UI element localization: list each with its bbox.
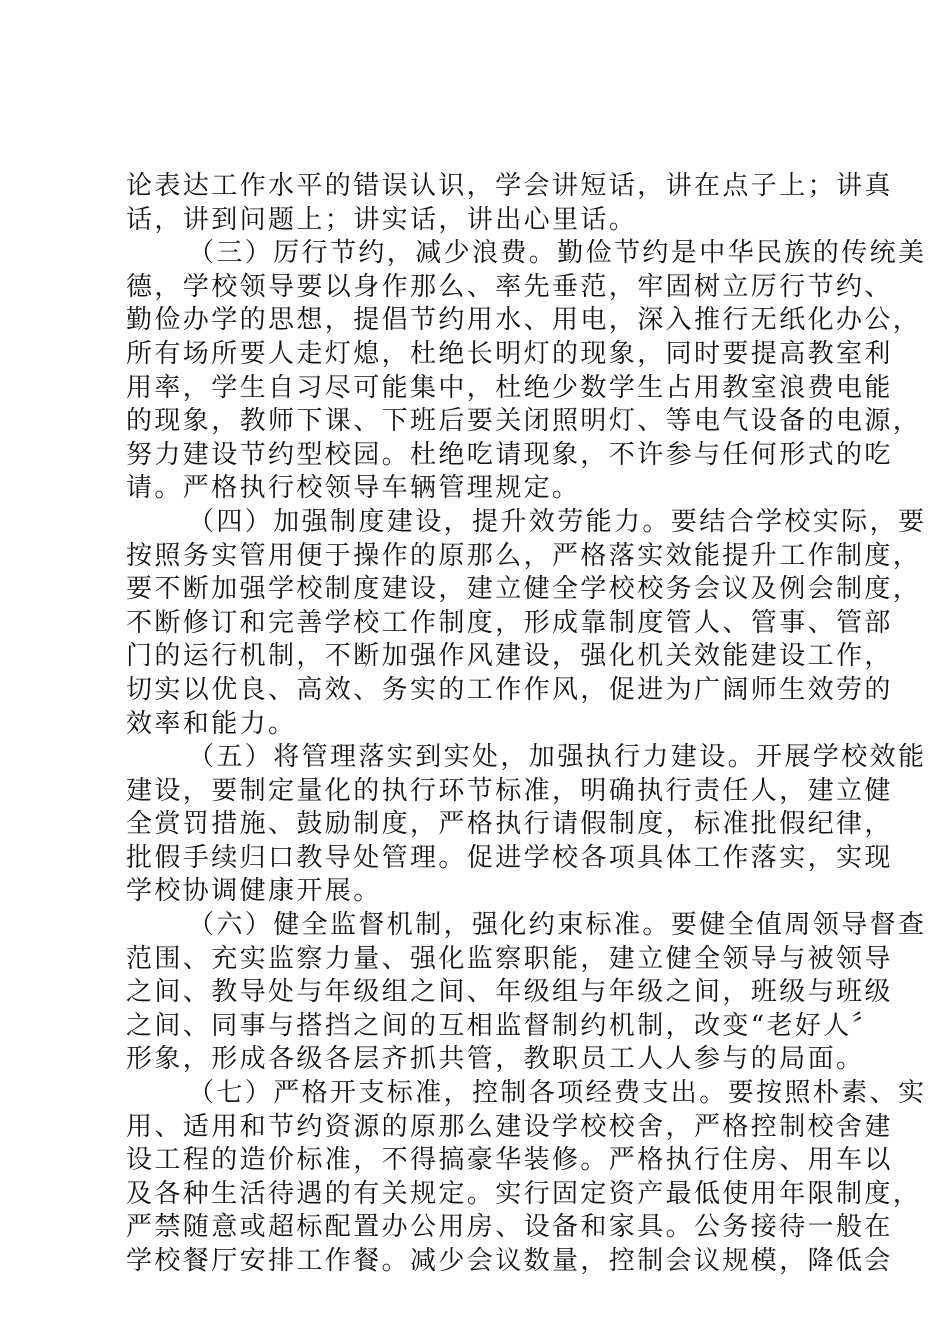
text-line: 论表达工作水平的错误认识，学会讲短话，讲在点子上；讲真 (126, 171, 893, 201)
text-line: 之间、同事与搭挡之间的互相监督制约机制，改变“老好人〞 (126, 1010, 881, 1041)
text-line: （三）厉行节约，减少浪费。勤俭节约是中华民族的传统美 (188, 238, 927, 269)
text-line: 努力建设节约型校园。杜绝吃请现象，不许参与任何形式的吃 (126, 439, 893, 470)
text-line: 效率和能力。 (126, 708, 297, 739)
text-line: 勤俭办学的思想，提倡节约用水、用电，深入推行无纸化办公， (126, 305, 922, 336)
text-line: 德，学校领导要以身作那么、率先垂范，牢固树立厉行节约、 (126, 271, 893, 302)
text-line: 建设，要制定量化的执行环节标准，明确执行责任人，建立健 (126, 775, 893, 806)
text-line: 切实以优良、高效、务实的工作作风，促进为广阔师生效劳的 (126, 674, 893, 705)
text-line: 不断修订和完善学校工作制度，形成靠制度管人、管事、管部 (126, 607, 893, 638)
text-line: （七）严格开支标准，控制各项经费支出。要按照朴素、实 (188, 1078, 927, 1109)
text-line: 用率，学生自习尽可能集中，杜绝少数学生占用教室浪费电能 (126, 372, 893, 403)
text-line: 话，讲到问题上；讲实话，讲出心里话。 (126, 204, 638, 235)
text-line: 范围、充实监察力量、强化监察职能，建立健全领导与被领导 (126, 943, 893, 974)
text-line: 学校协调健康开展。 (126, 876, 382, 907)
text-line: 批假手续归口教导处管理。促进学校各项具体工作落实，实现 (126, 842, 893, 873)
text-line: 学校餐厅安排工作餐。减少会议数量，控制会议规模，降低会 (126, 1246, 893, 1276)
text-line: 要不断加强学校制度建设，建立健全学校校务会议及例会制度， (126, 574, 922, 605)
text-line: 之间、教导处与年级组之间、年级组与年级之间，班级与班级 (126, 977, 893, 1008)
text-line: 设工程的造价标准，不得搞豪华装修。严格执行住房、用车以 (126, 1145, 893, 1176)
text-line: 门的运行机制，不断加强作风建设，强化机关效能建设工作， (126, 641, 893, 672)
paragraph-7-expenditure (126, 1077, 927, 1279)
paragraph-4-system (126, 506, 927, 741)
text-line: 请。严格执行校领导车辆管理规定。 (126, 473, 581, 504)
paragraph-5-execution (126, 741, 927, 909)
text-line: 全赏罚措施、鼓励制度，严格执行请假制度，标准批假纪律， (126, 809, 893, 840)
text-line: 严禁随意或超标配置办公用房、设备和家具。公务接待一般在 (126, 1212, 893, 1243)
text-line: （四）加强制度建设，提升效劳能力。要结合学校实际，要 (188, 506, 927, 537)
paragraph-continuation (126, 170, 893, 237)
text-line: 形象，形成各级各层齐抓共管，教职员工人人参与的局面。 (126, 1044, 865, 1075)
text-line: 所有场所要人走灯熄，杜绝长明灯的现象，同时要提高教室利 (126, 338, 893, 369)
text-line: 及各种生活待遇的有关规定。实行固定资产最低使用年限制度， (126, 1178, 922, 1209)
text-line: （六）健全监督机制，强化约束标准。要健全值周领导督查 (188, 910, 927, 941)
paragraph-3-thrift (126, 237, 927, 506)
text-line: 用、适用和节约资源的原那么建设学校校舍，严格控制校舍建 (126, 1111, 893, 1142)
text-line: 按照务实管用便于操作的原那么，严格落实效能提升工作制度， (126, 540, 922, 571)
paragraph-6-supervision (126, 909, 927, 1077)
text-line: 的现象，教师下课、下班后要关闭照明灯、等电气设备的电源， (126, 406, 922, 437)
text-line: （五）将管理落实到实处，加强执行力建设。开展学校效能 (188, 742, 927, 773)
body-text (126, 170, 927, 1279)
